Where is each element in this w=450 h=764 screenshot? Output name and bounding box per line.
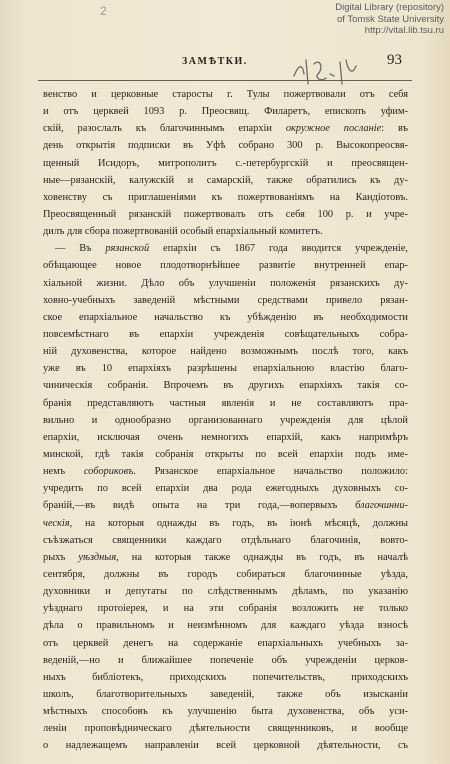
text-segment: о надлежащемъ направленіи всей церковной дѣятельности, съ [43,740,408,752]
text-line [43,532,408,549]
text-line [43,412,408,429]
text-segment: ховенству съ приглашеніями къ пожертвованіямъ на Кандіотовъ. [43,191,408,203]
text-segment: щенный Исидоръ, митрополитъ с.-петербургскій и преосвящен- [43,157,408,169]
text-segment: веденій,—но и ближайшее попеченіе объ учрежденіи церков- [43,654,408,666]
text-segment: епархіи съ 1867 года вводится учрежденіе, [149,243,408,255]
text-segment: Преосвященный рязанскій пожертвовалъ отъ себя 100 р. и учре- [43,208,408,220]
text-segment: школъ, благотворительныхъ заведеній, также объ изысканіи [43,688,408,700]
header-rule [38,80,412,81]
text-segment: дилъ для сбора пожертвованій особый епархіальный комитетъ. [43,226,323,238]
text-segment: и отъ церквей 1093 р. Преосвящ. Филаретъ, епископъ уфим- [43,106,408,118]
text-segment: сентября, должны въ городъ собираться благочинные уѣзда, [43,568,408,580]
text-segment: минской, гдѣ такія собранія открыты по всей епархіи подъ име- [43,448,408,460]
text-line [43,737,408,754]
watermark-line-3: http://vital.lib.tsu.ru [364,25,444,36]
text-line [43,635,408,652]
text-line [43,583,408,600]
text-segment: уже въ 10 епархіяхъ разрѣшены епархіальною властію благо- [43,363,408,375]
text-segment: леніи проповѣдническаго дѣятельности священниковъ, и вообще [43,723,408,735]
text-line [43,360,408,377]
text-segment: ныхъ библіотекъ, приходскихъ попечительствъ, приходскихъ [43,671,408,683]
text-segment: отъ церквей денегъ на содержаніе епархіальныхъ учебныхъ за- [43,637,408,649]
body-text [43,86,408,754]
text-line [43,669,408,686]
text-segment: повсемѣстнаго въ епархіи учрежденія совѣщательныхъ собра- [43,328,408,340]
text-segment: епархіи, исключая очень немногихъ епархій, какъ напримѣръ [43,431,408,443]
italic-text: благочинни- [355,500,408,512]
text-segment: день открытія подписки въ Уфѣ собрано 300 р. Высокопреосвя- [43,140,408,152]
running-title: ЗАМѢТКИ. [182,56,248,67]
italic-text: окружное посланіе [285,123,382,135]
repository-watermark [335,2,444,37]
text-line [43,617,408,634]
text-segment: , на которыя однажды въ годъ, въ іюнѣ мѣсяцѣ, должны [69,517,408,529]
text-segment: духовники и депутаты по слѣдственнымъ дѣламъ, по указанію [43,586,408,598]
text-segment: . Рязанское епархіальное начальство положило: [133,466,408,478]
text-line [43,652,408,669]
text-line [43,155,408,172]
text-line [43,497,408,514]
text-line [43,189,408,206]
italic-text: уѣздныя [78,551,117,563]
watermark-line-1: Digital Library (repository) [335,2,444,13]
page-header [30,52,420,72]
text-segment: ные—рязанскій, калужскій и самарскій, также обратились къ ду- [43,174,408,186]
text-line [43,223,408,240]
text-segment: вильно и однообразно организованнаго учрежденія для цѣлой [43,414,408,426]
text-line [43,429,408,446]
text-segment: : въ [381,123,408,135]
text-segment: уѣзднаго протоіерея, и на эти собранія возложить не только [43,603,408,615]
text-segment: венство и церковные старосты г. Тулы пожертвовали отъ себя [43,89,408,100]
text-line [43,172,408,189]
text-line [43,326,408,343]
handwritten-annotation [290,54,360,88]
text-line [43,480,408,497]
text-line [43,703,408,720]
text-segment: чиническія собранія. Впрочемъ въ другихъ епархіяхъ такія со- [43,380,408,392]
text-line [43,395,408,412]
text-line [43,377,408,394]
text-segment: хіальной жизни. Дѣло объ улучшеніи положенія рязанскихъ ду- [43,277,408,289]
italic-text: ческія [43,517,70,529]
text-segment: бранія представляютъ частныя явленія и не составляютъ пра- [43,397,408,409]
text-segment: немъ [43,466,84,478]
text-line [43,446,408,463]
text-line [43,463,408,480]
text-line [43,275,408,292]
text-segment: учредить по всей епархіи два рода ежегодныхъ духовныхъ со- [43,483,408,495]
text-segment: ховно-учебныхъ заведеній мѣстными средствами привело рязан- [43,294,408,306]
text-segment: обѣщающее новое плодотворнѣйшее развитіе внутренней епар- [43,260,408,272]
text-line [43,309,408,326]
text-segment: ское епархіальное начальство къ убѣжденію въ необходимости [43,311,408,323]
text-segment: съѣзжаться священники каждаго отдѣльнаго благочинія, вовто- [43,534,408,546]
text-line [43,292,408,309]
text-line [43,686,408,703]
watermark-line-2: of Tomsk State University [336,13,444,25]
page-number: 93 [387,52,402,68]
italic-text: собориковъ [83,466,134,478]
text-line [43,206,408,223]
text-line [43,549,408,566]
text-segment: браній,—въ видѣ опыта на три года,—вопервыхъ [43,500,356,512]
text-line [43,566,408,583]
italic-text: рязанской [105,243,150,255]
text-line [43,720,408,737]
text-segment: дѣла о правильномъ и неизмѣнномъ для каждаго уѣзда взносѣ [43,620,408,632]
text-line [43,137,408,154]
pencil-mark: 2 [100,4,107,18]
text-segment: — Въ [55,243,106,255]
text-segment: рыхъ [43,551,79,563]
text-segment: , на которыя также однажды въ годъ, въ началѣ [116,551,408,563]
text-line [43,86,408,103]
text-line [43,343,408,360]
text-line [43,257,408,274]
text-line [43,600,408,617]
text-segment: мѣстныхъ способовъ къ улучшенію быта духовенства, объ уси- [43,706,408,718]
text-line [43,240,408,257]
text-line [43,103,408,120]
text-segment: ній духовенства, которое найдено возможнымъ послѣ того, какъ [43,346,408,358]
text-segment: скій, разослалъ къ благочиннымъ епархіи [43,123,286,135]
text-line [43,515,408,532]
text-line [43,120,408,137]
